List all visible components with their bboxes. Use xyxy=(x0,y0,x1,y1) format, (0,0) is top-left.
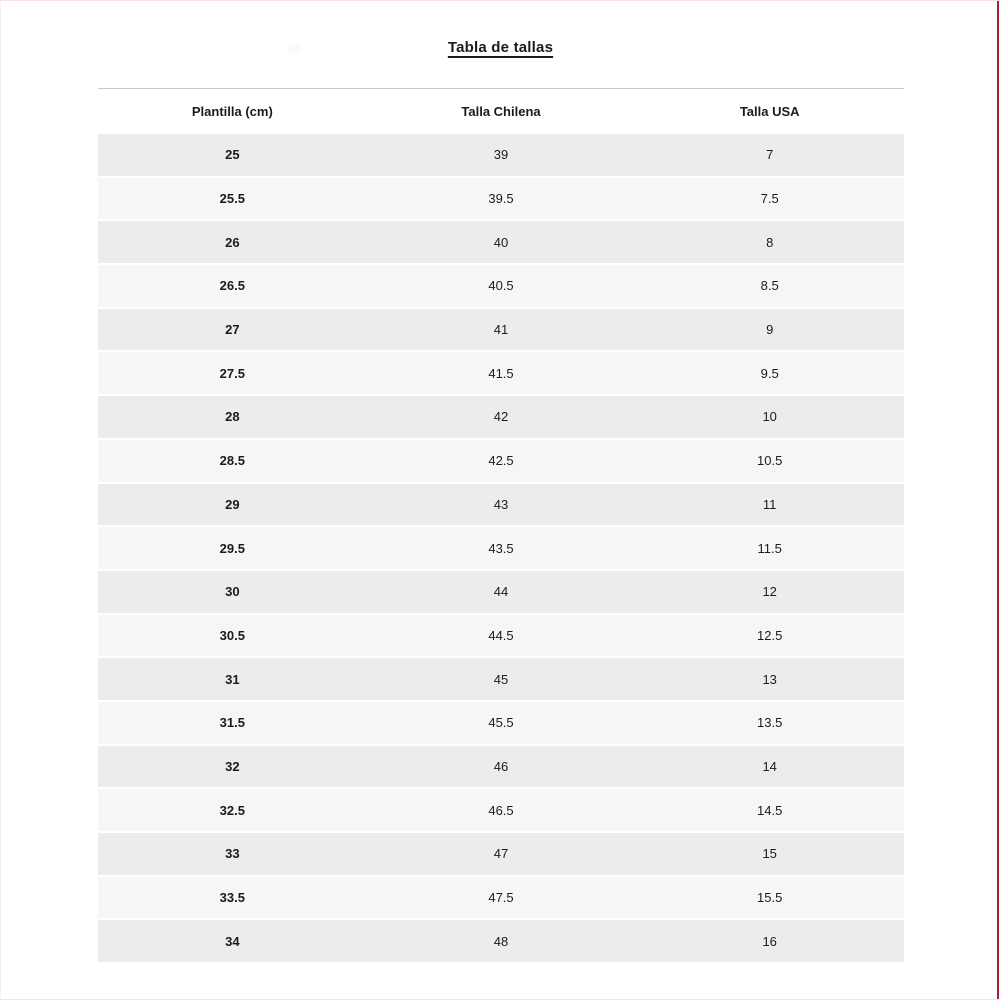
cell-talla-usa: 16 xyxy=(762,933,777,949)
cell-talla-chilena: 42 xyxy=(493,409,509,425)
cell-plantilla: 26 xyxy=(225,234,240,250)
cell-talla-usa: 14 xyxy=(762,758,777,774)
right-edge-red-line xyxy=(997,1,999,999)
cell-plantilla: 29.5 xyxy=(219,540,245,556)
table-row xyxy=(98,702,904,744)
cell-talla-chilena: 39 xyxy=(493,147,509,163)
cell-talla-usa: 12 xyxy=(762,584,777,600)
size-table xyxy=(98,88,904,964)
cell-plantilla: 30 xyxy=(225,584,240,600)
table-header-row xyxy=(98,89,904,134)
cell-talla-chilena: 44 xyxy=(493,584,509,600)
cell-talla-chilena: 48 xyxy=(493,933,509,949)
cell-talla-usa: 15 xyxy=(762,846,777,862)
table-row xyxy=(98,440,904,482)
cell-plantilla: 27.5 xyxy=(219,365,245,381)
table-row xyxy=(98,309,904,351)
cell-plantilla: 33 xyxy=(225,846,240,862)
cell-plantilla: 32.5 xyxy=(219,802,245,818)
cell-talla-usa: 10.5 xyxy=(757,453,783,469)
table-row xyxy=(98,134,904,176)
table-row xyxy=(98,221,904,263)
cell-talla-usa: 7.5 xyxy=(760,191,779,207)
cell-plantilla: 26.5 xyxy=(219,278,245,294)
cell-plantilla: 31 xyxy=(225,671,240,687)
cell-talla-usa: 11.5 xyxy=(757,540,782,556)
table-row xyxy=(98,877,904,919)
cell-talla-usa: 9 xyxy=(766,322,774,338)
cell-plantilla: 29 xyxy=(225,496,240,512)
table-row xyxy=(98,920,904,962)
cell-talla-usa: 9.5 xyxy=(760,365,779,381)
cell-talla-usa: 14.5 xyxy=(757,802,783,818)
cell-plantilla: 34 xyxy=(225,933,240,949)
cell-talla-usa: 7 xyxy=(766,147,774,163)
table-row xyxy=(98,178,904,220)
table-row xyxy=(98,746,904,788)
cell-talla-usa: 13.5 xyxy=(757,715,783,731)
cell-talla-chilena: 39.5 xyxy=(488,191,514,207)
cell-talla-chilena: 41 xyxy=(493,322,509,338)
table-row xyxy=(98,571,904,613)
cell-plantilla: 27 xyxy=(225,322,240,338)
cell-talla-usa: 10 xyxy=(762,409,777,425)
cell-talla-chilena: 44.5 xyxy=(488,627,514,643)
cell-plantilla: 32 xyxy=(225,758,240,774)
cell-talla-chilena: 46 xyxy=(493,758,509,774)
cell-talla-chilena: 43 xyxy=(493,496,509,512)
header-talla-usa: Talla USA xyxy=(739,104,800,119)
cell-talla-usa: 8.5 xyxy=(760,278,779,294)
table-row xyxy=(98,658,904,700)
table-row xyxy=(98,265,904,307)
header-talla-chilena: Talla Chilena xyxy=(461,104,541,119)
cell-plantilla: 25.5 xyxy=(219,191,245,207)
page-title: Tabla de tallas xyxy=(447,39,554,56)
table-row xyxy=(98,484,904,526)
cell-talla-usa: 8 xyxy=(766,234,774,250)
cell-talla-chilena: 40.5 xyxy=(488,278,514,294)
cell-talla-chilena: 43.5 xyxy=(488,540,514,556)
cell-talla-chilena: 42.5 xyxy=(488,453,514,469)
table-row xyxy=(98,833,904,875)
table-body xyxy=(98,134,904,962)
cell-talla-chilena: 45.5 xyxy=(488,715,514,731)
cell-plantilla: 31.5 xyxy=(219,715,245,731)
cell-plantilla: 28 xyxy=(225,409,240,425)
cell-talla-usa: 12.5 xyxy=(757,627,783,643)
cell-plantilla: 28.5 xyxy=(219,453,245,469)
table-row xyxy=(98,396,904,438)
cell-talla-usa: 15.5 xyxy=(757,890,783,906)
cell-plantilla: 25 xyxy=(225,147,240,163)
header-plantilla: Plantilla (cm) xyxy=(191,104,273,119)
cell-talla-chilena: 47.5 xyxy=(488,890,514,906)
table-row xyxy=(98,352,904,394)
table-row xyxy=(98,615,904,657)
cell-talla-chilena: 40 xyxy=(493,234,509,250)
table-row xyxy=(98,789,904,831)
table-row xyxy=(98,527,904,569)
cell-talla-chilena: 45 xyxy=(493,671,509,687)
cell-talla-usa: 13 xyxy=(762,671,777,687)
cell-talla-chilena: 46.5 xyxy=(488,802,514,818)
cell-plantilla: 30.5 xyxy=(219,627,245,643)
cell-plantilla: 33.5 xyxy=(219,890,245,906)
cell-talla-usa: 11 xyxy=(762,496,777,512)
cell-talla-chilena: 41.5 xyxy=(488,365,514,381)
cell-talla-chilena: 47 xyxy=(493,846,509,862)
